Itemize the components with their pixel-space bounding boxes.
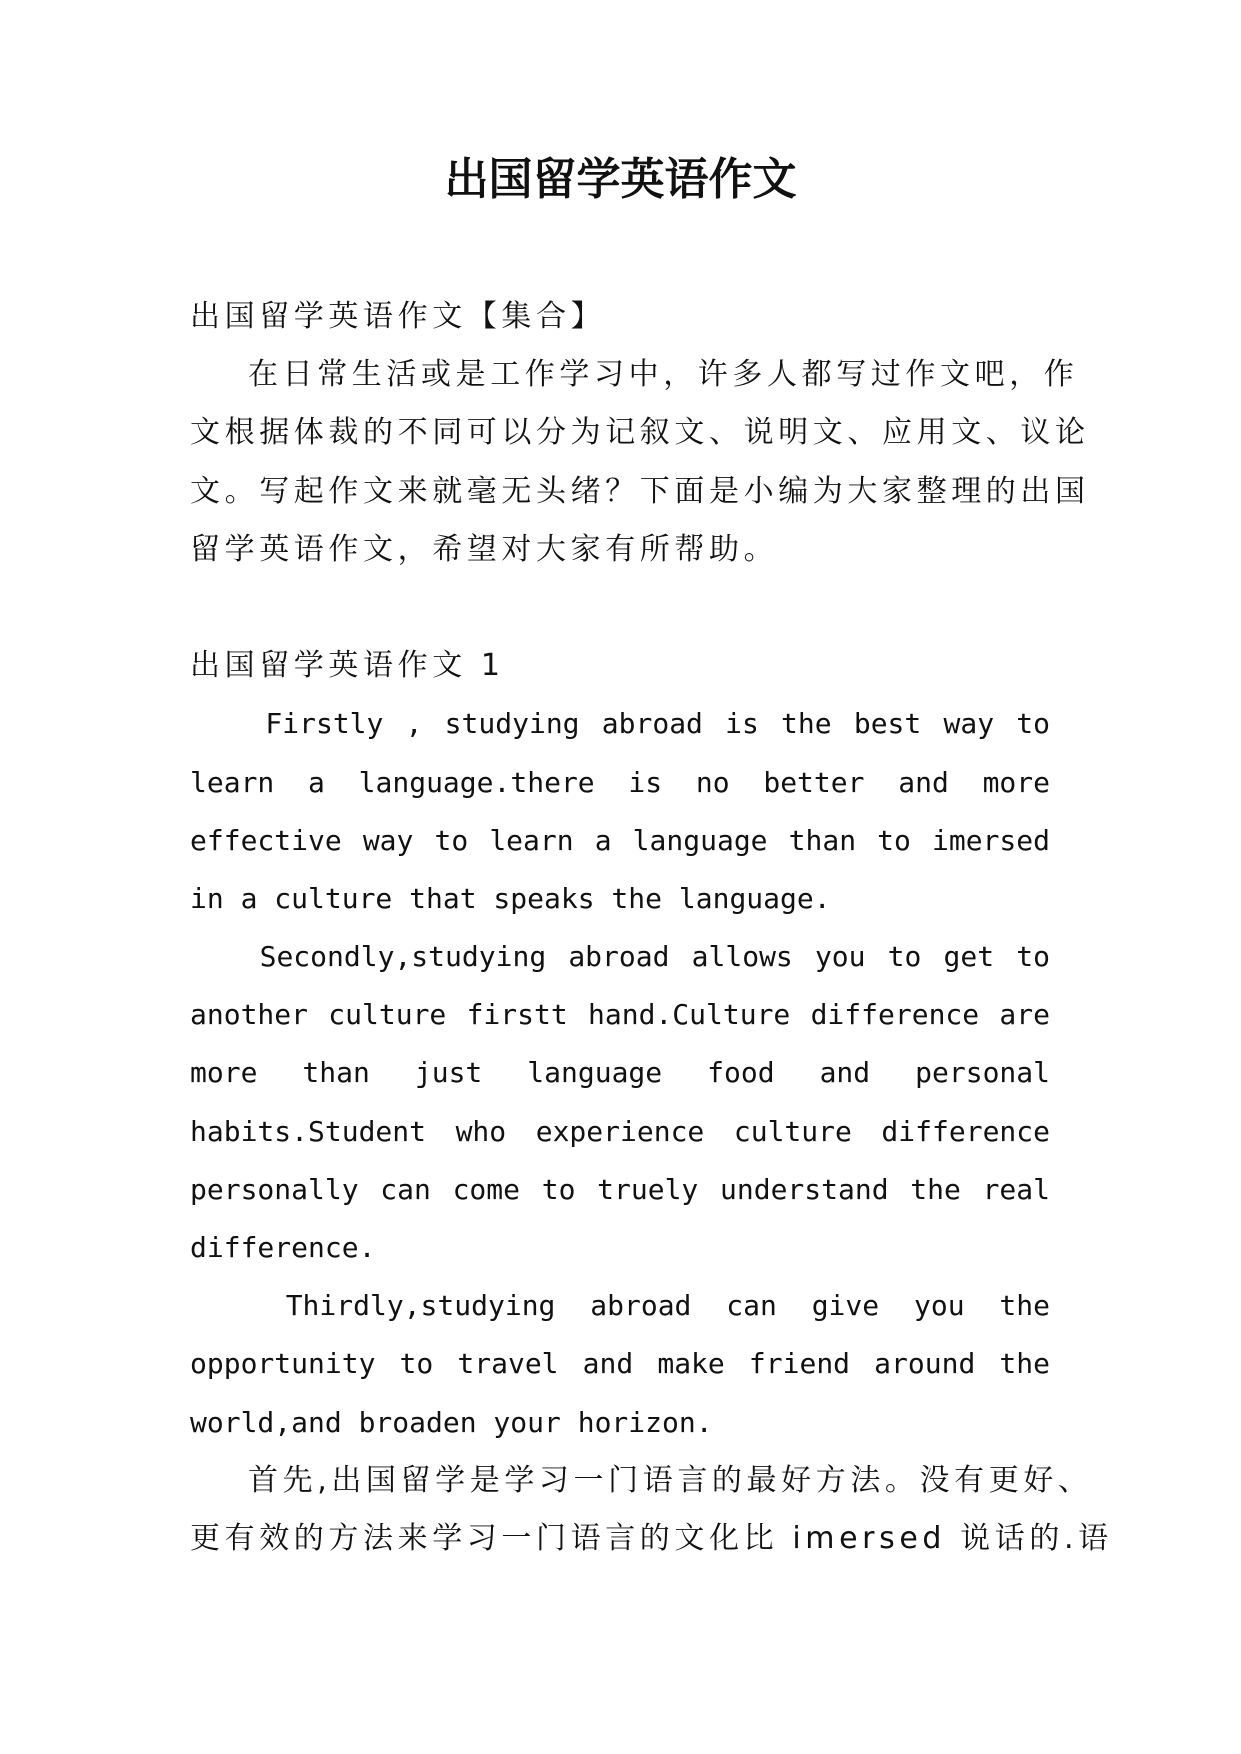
text-line: 出国留学英语作文 1 [190, 648, 505, 684]
text-line: 在日常生活或是工作学习中，许多人都写过作文吧，作 [248, 357, 1079, 393]
text-line: 出国留学英语作文【集合】 [190, 299, 606, 334]
text-line: Firstly , studying abroad is the best way to [265, 707, 1050, 741]
text-line: 更有效的方法来学习一门语言的文化比 imersed 说话的.语 [190, 1520, 1113, 1556]
text-line: world,and broaden your horizon. [190, 1405, 713, 1439]
text-line: effective way to learn a language than to imersed [190, 823, 1050, 857]
blank-line [190, 579, 1050, 637]
text-line: opportunity to travel and make friend around the [190, 1347, 1050, 1381]
text-line: another culture firstt hand.Culture difference are [190, 998, 1050, 1032]
text-line: Thirdly,studying abroad can give you the [285, 1289, 1050, 1323]
text-line: difference. [190, 1231, 376, 1264]
text-line: Secondly,studying abroad allows you to get to [259, 940, 1050, 974]
text-line: 留学英语作文，希望对大家有所帮助。 [190, 531, 779, 567]
text-line: 文根据体裁的不同可以分为记叙文、说明文、应用文、议论 [190, 415, 1090, 451]
document-title: 出国留学英语作文 [444, 154, 797, 205]
document-body [190, 288, 1113, 1568]
text-line: personally can come to truely understand the real [190, 1172, 1050, 1206]
text-line: more than just language food and personal [190, 1056, 1050, 1090]
text-line: 首先,出国留学是学习一门语言的最好方法。没有更好、 [248, 1462, 1093, 1498]
text-line: 文。写起作文来就毫无头绪？下面是小编为大家整理的出国 [190, 473, 1090, 509]
text-line: learn a language.there is no better and more [190, 765, 1050, 799]
text-line: in a culture that speaks the language. [190, 881, 831, 915]
text-line: habits.Student who experience culture difference [190, 1114, 1050, 1148]
